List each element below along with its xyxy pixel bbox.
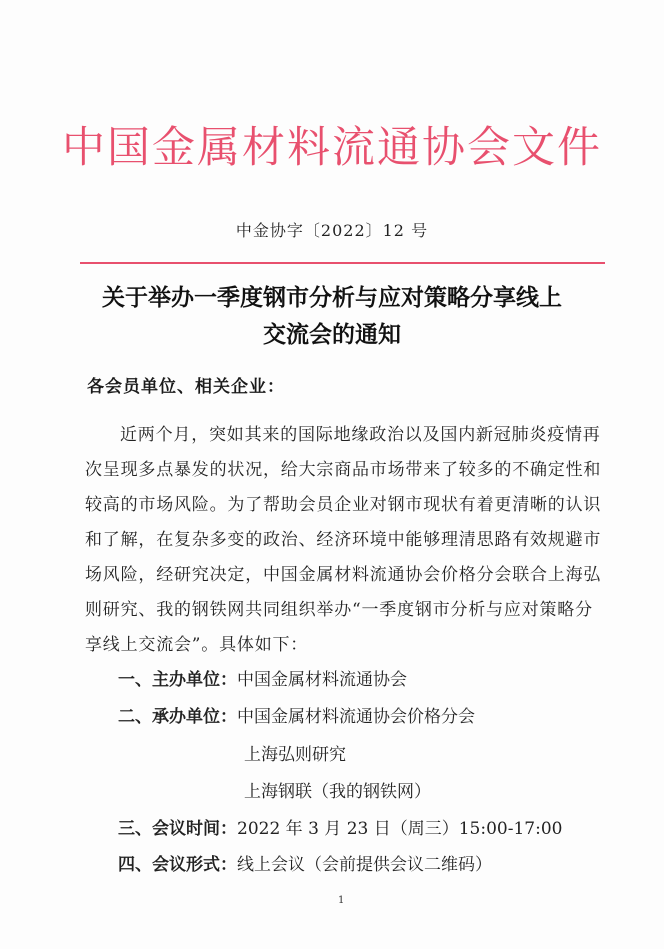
body-line: 和了解，在复杂多变的政治、经济环境中能够理清思路有效规避市 bbox=[85, 530, 602, 550]
detail-value: 2022 年 3 月 23 日（周三）15:00-17:00 bbox=[237, 819, 563, 839]
detail-value: 中国金属材料流通协会价格分会 bbox=[237, 707, 475, 727]
body-line: 享线上交流会”。具体如下： bbox=[85, 635, 309, 655]
detail-item-format bbox=[118, 850, 492, 875]
body-line: 较高的市场风险。为了帮助会员企业对钢市现状有着更清晰的认识 bbox=[85, 495, 602, 515]
detail-value: 上海钢联（我的钢铁网） bbox=[244, 782, 431, 802]
page-number: 1 bbox=[338, 895, 345, 906]
body-line: 近两个月，突如其来的国际地缘政治以及国内新冠肺炎疫情再 bbox=[120, 425, 601, 445]
red-divider bbox=[80, 262, 605, 264]
detail-item-host bbox=[118, 665, 407, 690]
detail-label: 四、会议形式： bbox=[118, 855, 237, 875]
detail-item-organizer bbox=[118, 702, 475, 727]
detail-value: 中国金属材料流通协会 bbox=[237, 670, 407, 690]
notice-title-line-2: 交流会的通知 bbox=[263, 322, 401, 348]
org-header-title: 中国金属材料流通协会文件 bbox=[62, 123, 602, 173]
body-line: 则研究、我的钢铁网共同组织举办“一季度钢市分析与应对策略分 bbox=[85, 600, 593, 620]
notice-title-line-1: 关于举办一季度钢市分析与应对策略分享线上 bbox=[102, 285, 562, 311]
detail-value: 上海弘则研究 bbox=[244, 745, 346, 765]
body-line: 场风险，经研究决定，中国金属材料流通协会价格分会联合上海弘 bbox=[85, 565, 602, 585]
body-line: 次呈现多点暴发的状况，给大宗商品市场带来了较多的不确定性和 bbox=[85, 460, 602, 480]
detail-label: 二、承办单位： bbox=[118, 707, 237, 727]
detail-label: 一、主办单位： bbox=[118, 670, 237, 690]
document-number: 中金协字〔2022〕12 号 bbox=[235, 221, 429, 240]
detail-item-organizer-3 bbox=[244, 777, 431, 802]
detail-item-organizer-2 bbox=[244, 740, 346, 765]
salutation: 各会员单位、相关企业： bbox=[87, 377, 285, 397]
detail-value: 线上会议（会前提供会议二维码） bbox=[237, 855, 492, 875]
notice-title bbox=[60, 280, 604, 354]
detail-label: 三、会议时间： bbox=[118, 819, 237, 839]
detail-item-time bbox=[118, 814, 562, 839]
